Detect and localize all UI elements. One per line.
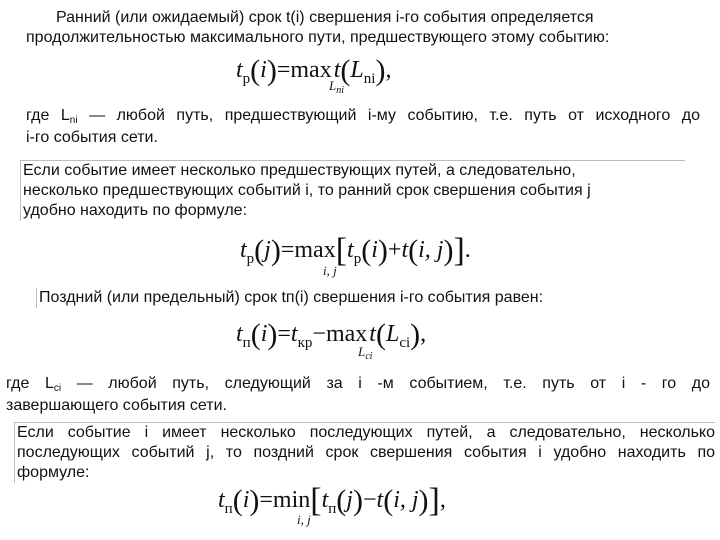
formula-subscript: $L_{ci}$ — [358, 344, 373, 362]
text-line: несколько предшествующих событий i, то ранний срок свершения события j — [23, 182, 591, 199]
formula-early-date: $t_p(i)=\max$ $t(L_{ni})$, — [236, 54, 392, 87]
paragraph-late-date — [36, 288, 679, 308]
text-line: продолжительностью максимального пути, предшествующего этому событию: — [26, 29, 610, 46]
paragraph-early-date — [26, 8, 692, 48]
paragraph-following-path — [6, 374, 710, 416]
formula-late-min: $t_п(i)=\min[t_п(j)-t(i$, j)], — [218, 482, 446, 519]
text-line: Ранний (или ожидаемый) срок t(i) свершения i-го события определяется — [56, 9, 594, 26]
paragraph-multiple-predecessors — [20, 160, 685, 221]
text-line: последующих событий j, то поздний срок свершения события i удобно находить по — [17, 444, 715, 461]
formula-subscript: $L_{ni}$ — [329, 78, 345, 96]
paragraph-path-definition — [26, 106, 700, 148]
paragraph-multiple-successors — [14, 422, 715, 483]
formula-subscript: i, j — [323, 263, 337, 278]
text-line: i-го события сети. — [26, 129, 158, 146]
text-line: где Lci — любой путь, следующий за i -м событием, т.е. путь от i - го до — [6, 375, 710, 394]
text-line: где Lni — любой путь, предшествующий i-му событию, т.е. путь от исходного до — [26, 107, 700, 126]
text-line: формуле: — [17, 464, 90, 481]
text-line: Поздний (или предельный) срок tп(i) свершения i-го события равен: — [39, 289, 544, 306]
text-line: Если событие i имеет несколько последующих путей, а следовательно, несколько — [17, 424, 715, 441]
formula-early-max: $t_p(j)=\max[t_p(i)+t(i$, j)]. — [240, 232, 471, 269]
text-line: удобно находить по формуле: — [23, 202, 248, 219]
formula-late-date: $t_п(i)=t_{кр}-\max$ $t(L_{ci})$, — [236, 318, 427, 351]
text-line: завершающего события сети. — [6, 397, 227, 414]
formula-subscript: i, j — [297, 512, 311, 527]
text-line: Если событие имеет несколько предшествующих путей, а следовательно, — [23, 162, 576, 179]
